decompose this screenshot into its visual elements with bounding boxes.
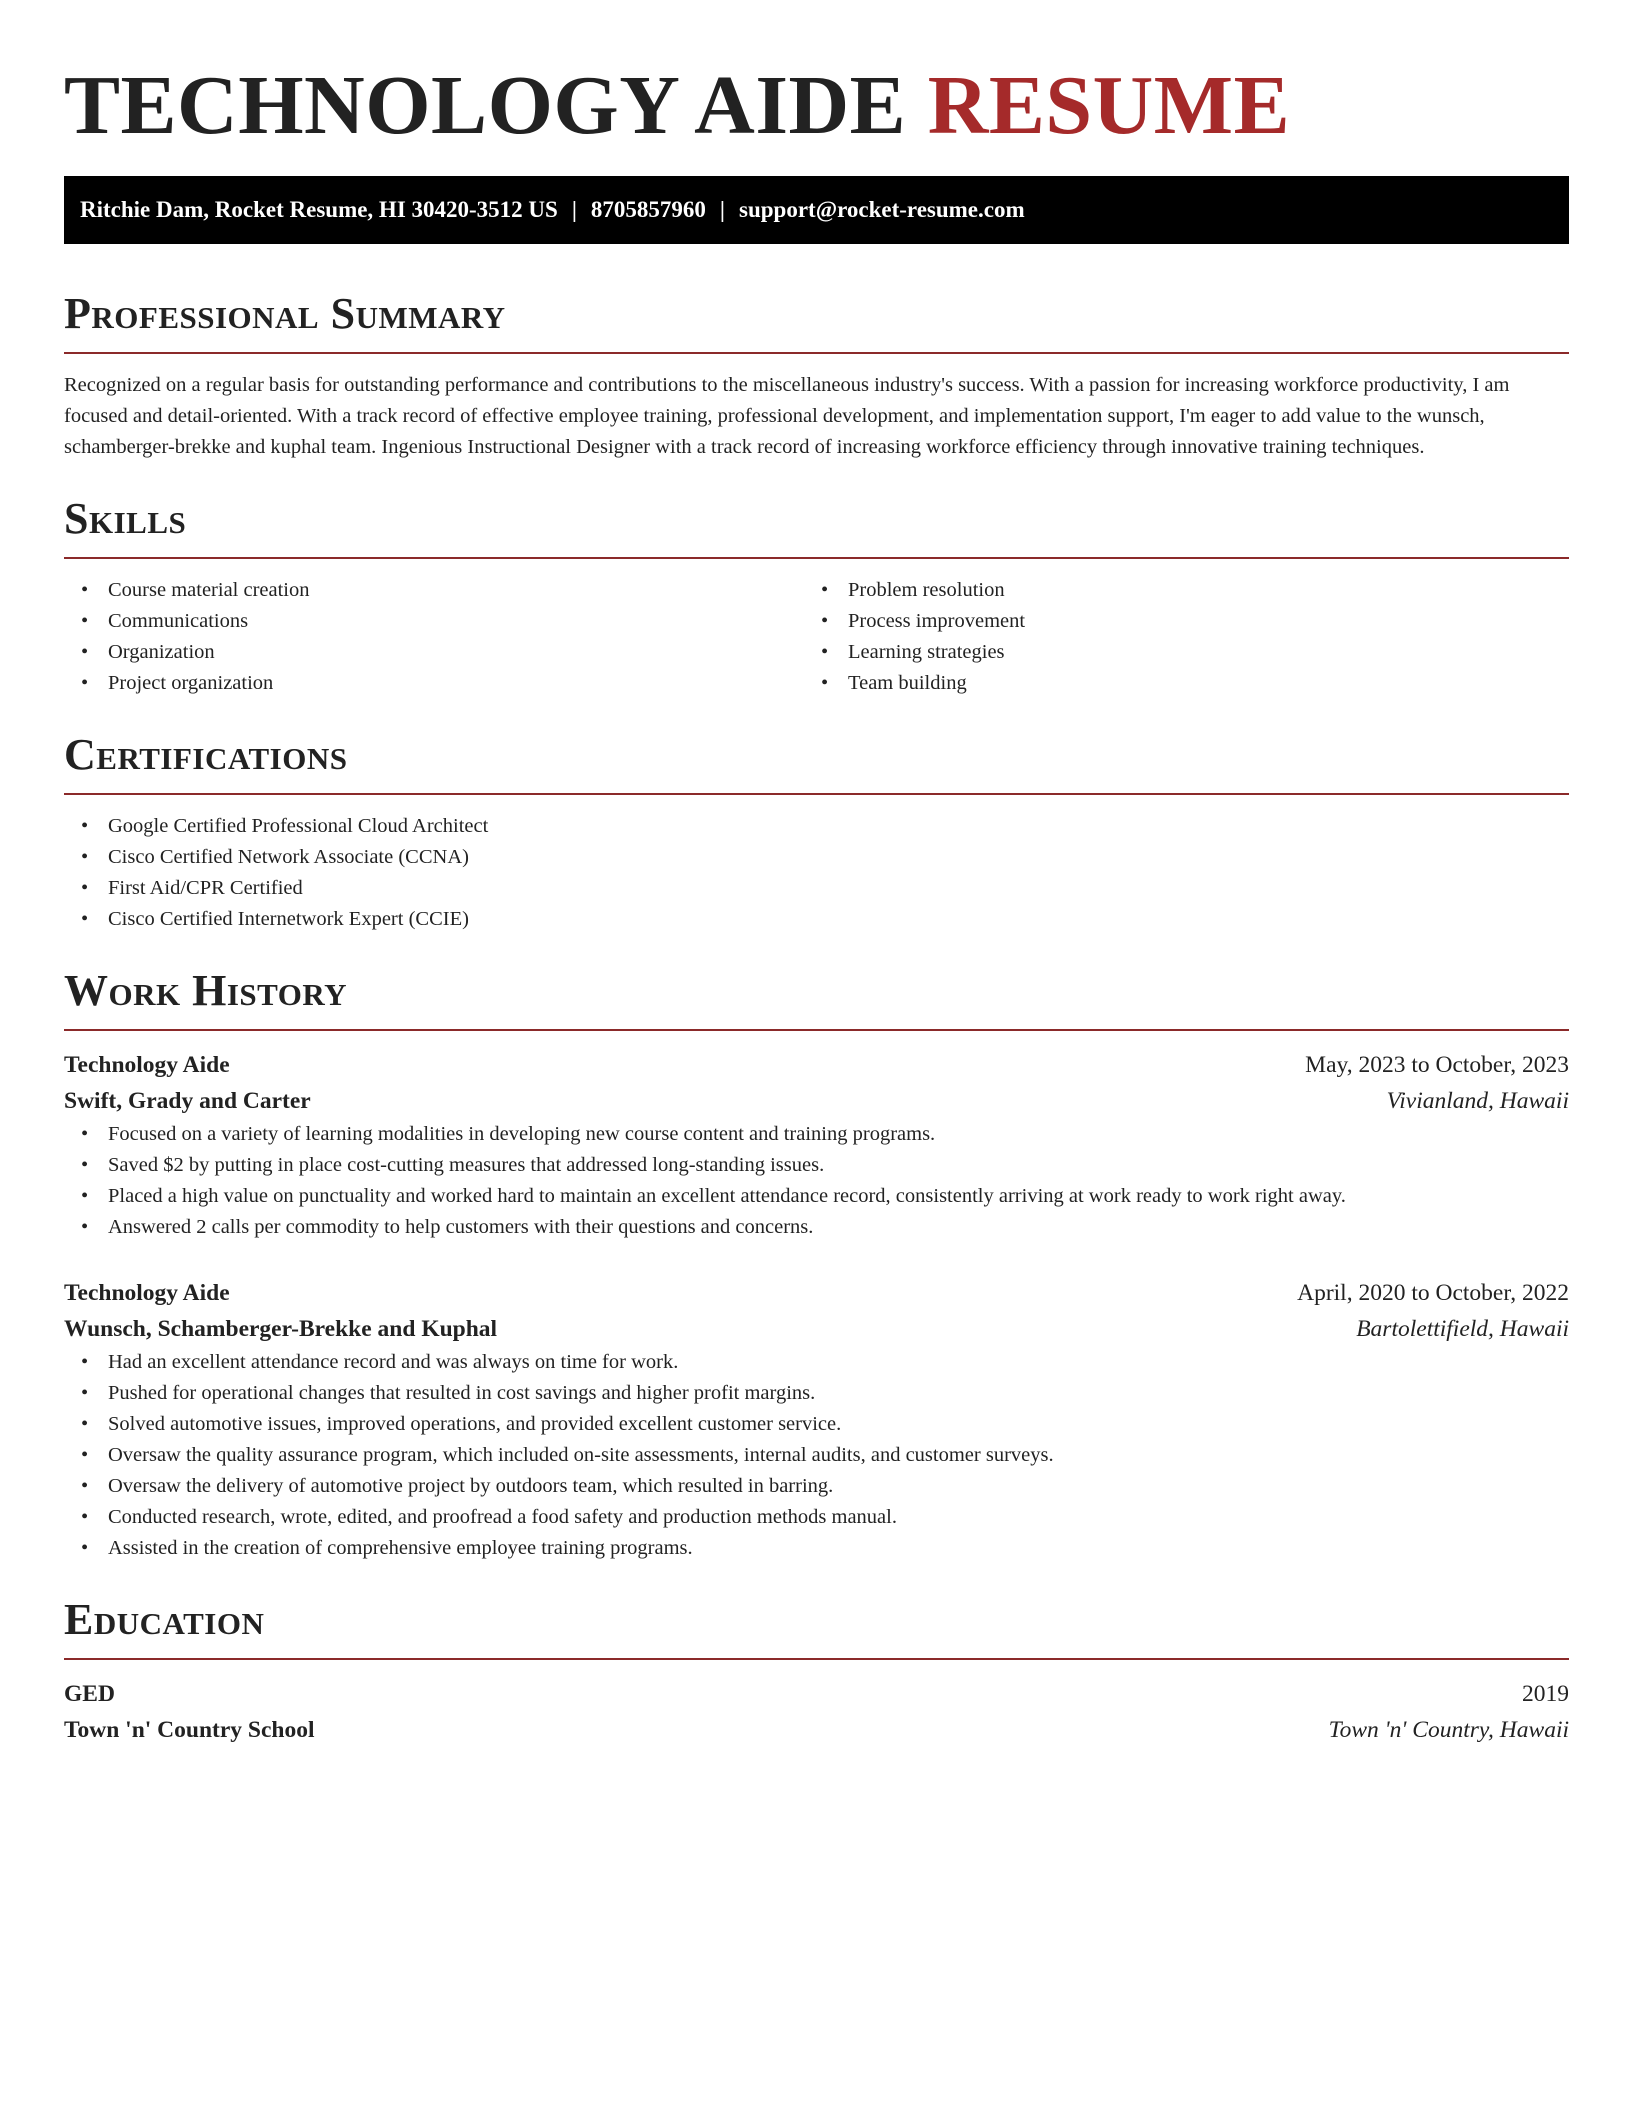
work-history-section bbox=[64, 965, 1569, 1564]
skills-columns bbox=[64, 575, 1569, 699]
section-divider bbox=[64, 352, 1569, 354]
education-school-row bbox=[64, 1712, 1569, 1748]
job-bullets bbox=[64, 1347, 1569, 1564]
job-bullets bbox=[64, 1119, 1569, 1243]
job-entry bbox=[64, 1275, 1569, 1564]
resume-title bbox=[64, 56, 1569, 156]
work-history-heading: Work History bbox=[64, 966, 348, 1015]
education-school: Town 'n' Country School bbox=[64, 1717, 315, 1743]
job-bullet: • Pushed for operational changes that resulted in cost savings and higher profit margins. bbox=[64, 1378, 1569, 1409]
skill-item: • Course material creation bbox=[64, 575, 804, 606]
skills-list-left bbox=[64, 575, 804, 699]
job-header-row bbox=[64, 1047, 1569, 1083]
certifications-list bbox=[64, 811, 1569, 935]
resume-page bbox=[64, 56, 1569, 1748]
skill-item: • Problem resolution bbox=[804, 575, 1544, 606]
education-year: 2019 bbox=[1522, 1681, 1569, 1707]
education-degree-row bbox=[64, 1676, 1569, 1712]
section-divider bbox=[64, 1658, 1569, 1660]
certifications-heading: Certifications bbox=[64, 730, 348, 779]
job-title: Technology Aide bbox=[64, 1052, 230, 1078]
certification-item: • First Aid/CPR Certified bbox=[64, 873, 1569, 904]
skills-list-right bbox=[804, 575, 1544, 699]
job-dates: May, 2023 to October, 2023 bbox=[1305, 1052, 1569, 1078]
education-location: Town 'n' Country, Hawaii bbox=[1328, 1717, 1569, 1743]
summary-section bbox=[64, 288, 1569, 463]
job-company-row bbox=[64, 1083, 1569, 1119]
summary-heading: Professional Summary bbox=[64, 289, 506, 338]
skill-item: • Project organization bbox=[64, 668, 804, 699]
job-company-row bbox=[64, 1311, 1569, 1347]
contact-email: support@rocket-resume.com bbox=[739, 197, 1025, 222]
section-divider bbox=[64, 793, 1569, 795]
title-main: TECHNOLOGY AIDE bbox=[64, 59, 907, 152]
job-bullet: • Assisted in the creation of comprehensive employee training programs. bbox=[64, 1533, 1569, 1564]
certification-item: • Cisco Certified Network Associate (CCNA) bbox=[64, 842, 1569, 873]
job-bullet: • Focused on a variety of learning modalities in developing new course content and training programs. bbox=[64, 1119, 1569, 1150]
skill-item: • Team building bbox=[804, 668, 1544, 699]
job-company: Swift, Grady and Carter bbox=[64, 1088, 311, 1114]
section-divider bbox=[64, 557, 1569, 559]
skills-section bbox=[64, 493, 1569, 699]
contact-separator: | bbox=[719, 197, 725, 222]
summary-text: Recognized on a regular basis for outstanding performance and contributions to the miscellaneous industry's success. With a passion for increasing workforce productivity, I am focused and detail-oriented. With a track record of effective employee training, professional development, and implementation support, I'm eager to add value to the wunsch, schamberger-brekke and kuphal team. Ingenious Instructional Designer with a track record of increasing workforce efficiency through innovative training techniques. bbox=[64, 374, 1510, 458]
job-bullet: • Saved $2 by putting in place cost-cutting measures that addressed long-standing issues. bbox=[64, 1150, 1569, 1181]
certification-item: • Google Certified Professional Cloud Architect bbox=[64, 811, 1569, 842]
job-title: Technology Aide bbox=[64, 1280, 230, 1306]
skill-item: • Process improvement bbox=[804, 606, 1544, 637]
job-entry bbox=[64, 1047, 1569, 1243]
certification-item: • Cisco Certified Internetwork Expert (CCIE) bbox=[64, 904, 1569, 935]
contact-separator: | bbox=[571, 197, 577, 222]
job-bullet: • Solved automotive issues, improved operations, and provided excellent customer service. bbox=[64, 1409, 1569, 1440]
job-bullet: • Conducted research, wrote, edited, and proofread a food safety and production methods manual. bbox=[64, 1502, 1569, 1533]
contact-address: Ritchie Dam, Rocket Resume, HI 30420-3512 US bbox=[80, 197, 558, 222]
job-bullet: • Answered 2 calls per commodity to help customers with their questions and concerns. bbox=[64, 1212, 1569, 1243]
title-accent: RESUME bbox=[927, 59, 1291, 152]
job-company: Wunsch, Schamberger-Brekke and Kuphal bbox=[64, 1316, 498, 1342]
skill-item: • Communications bbox=[64, 606, 804, 637]
skill-item: • Learning strategies bbox=[804, 637, 1544, 668]
skills-heading: Skills bbox=[64, 494, 187, 543]
section-divider bbox=[64, 1029, 1569, 1031]
job-bullet: • Oversaw the delivery of automotive project by outdoors team, which resulted in barring. bbox=[64, 1471, 1569, 1502]
job-location: Vivianland, Hawaii bbox=[1386, 1088, 1569, 1114]
education-section bbox=[64, 1594, 1569, 1748]
education-degree: GED bbox=[64, 1681, 115, 1707]
job-bullet: • Oversaw the quality assurance program, which included on-site assessments, internal audits, and customer surveys. bbox=[64, 1440, 1569, 1471]
job-dates: April, 2020 to October, 2022 bbox=[1297, 1280, 1569, 1306]
contact-bar bbox=[64, 176, 1569, 244]
education-heading: Education bbox=[64, 1595, 265, 1644]
certifications-section bbox=[64, 729, 1569, 935]
skill-item: • Organization bbox=[64, 637, 804, 668]
job-header-row bbox=[64, 1275, 1569, 1311]
job-location: Bartolettifield, Hawaii bbox=[1356, 1316, 1569, 1342]
contact-phone: 8705857960 bbox=[590, 197, 706, 222]
job-bullet: • Placed a high value on punctuality and worked hard to maintain an excellent attendance record, consistently arriving at work ready to work right away. bbox=[64, 1181, 1569, 1212]
job-bullet: • Had an excellent attendance record and was always on time for work. bbox=[64, 1347, 1569, 1378]
